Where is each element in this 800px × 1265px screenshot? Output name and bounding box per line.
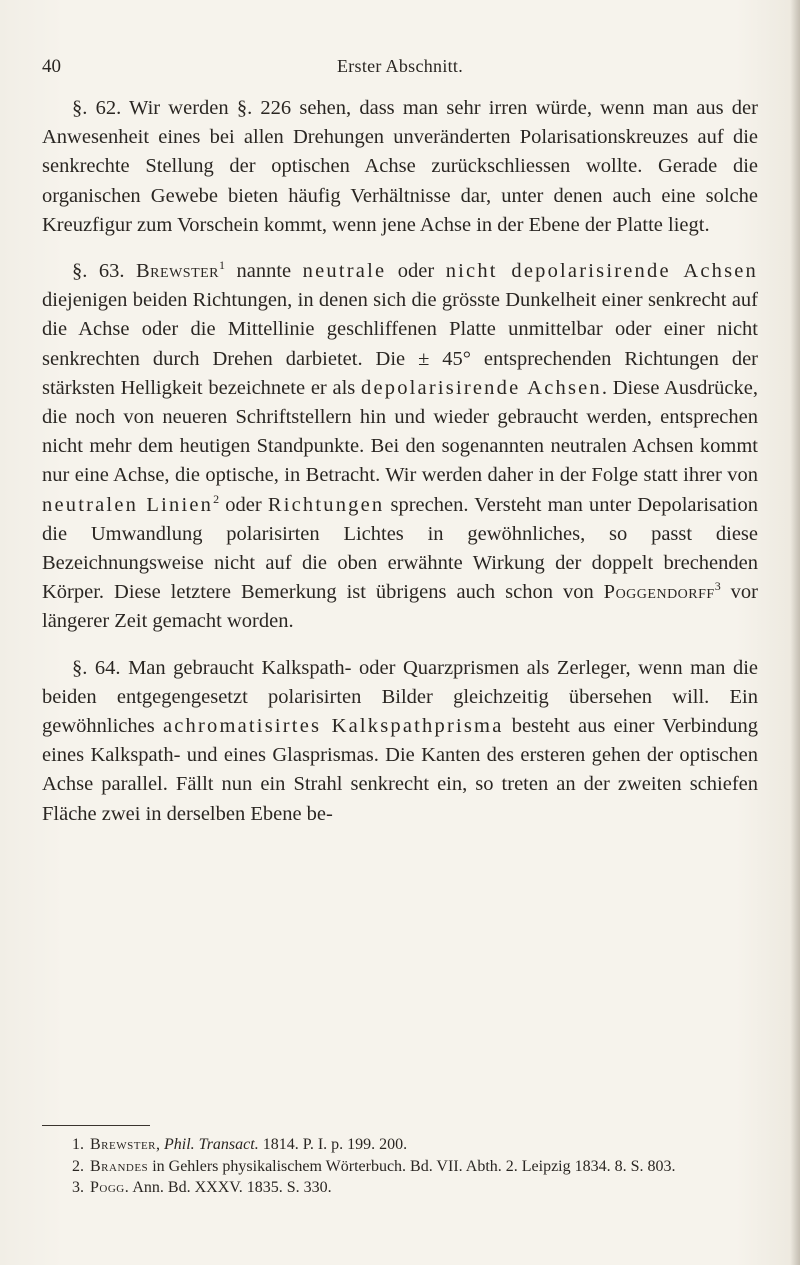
footnote-3 [42,1177,758,1199]
p63-part-7: sprechen. Versteht man unter Depolarisation die Umwandlung polarisirten Lichtes in gewöhnliches, so passt diese Bezeichnungsweise nicht auf die oben erwähnte Wirkung der doppelt brechenden Körper. Diese letztere Bemerkung ist übrigens auch schon von [42,493,758,604]
p64-part-2: besteht aus einer Verbindung eines Kalkspath- und eines Glasprismas. Die Kanten des ersteren gehen der optischen Achse parallel. Fällt nun ein Strahl senkrecht ein, so treten an der zweiten schiefen Fläche zwei in derselben Ebene be- [42,715,758,825]
footnote-number: 2. [72,1157,84,1175]
p63-part-2: nannte [225,260,303,283]
footnote-2 [42,1156,758,1178]
footnote-separator: , [156,1136,165,1153]
footnote-ref-3: 3 [714,579,721,594]
paragraph-64 [42,654,758,829]
author-brewster: Brewster [136,260,220,283]
page-edge-shadow [790,0,800,1265]
footnote-ref-2: 2 [213,491,220,506]
p63-part-1: §. 63. [72,260,136,283]
p64-part-1: §. 64. Man gebraucht Kalkspath- oder Quarzprismen als Zerleger, wenn man die beiden entgegengesetzt polarisirten Bilder gleichzeitig übersehen will. Ein gewöhnliches [42,656,758,738]
paragraph-62-text: §. 62. Wir werden §. 226 sehen, dass man sehr irren würde, wenn man aus der Anwesenheit eines bei allen Drehungen unveränderten Polarisationskreuzes auf die senkrechte Stellung der optischen Achse zurückschliessen wollte. Gerade die organischen Gewebe bieten häufig Verhältnisse dar, unter denen auch eine solche Kreuzfigur zum Vorschein kommt, wenn jene Achse in der Ebene der Platte liegt. [42,97,758,236]
running-head-title: Erster Abschnitt. [336,56,464,76]
body-text [42,94,758,829]
p63-part-5: . Diese Ausdrücke, die noch von neueren Schriftstellern hin und wieder gebraucht werden, entsprechen nicht mehr dem heutigen Standpunkte. Bei den sogenannten neutralen Achsen kommt nur eine Achse, die optische, in Betracht. Wir werden daher in der Folge statt ihrer von [42,376,758,487]
page-number: 40 [42,56,61,77]
term-neutralen-linien: neutralen Linien [42,493,214,516]
footnote-ref-1: 1 [219,258,226,273]
author-poggendorff: Poggendorff [603,581,715,604]
footnote-text: in Gehlers physikalischem Wörterbuch. Bd. VII. Abth. 2. Leipzig 1834. 8. S. 803. [152,1157,676,1175]
footnote-text: 1814. P. I. p. 199. 200. [258,1136,408,1153]
footnotes [42,1134,758,1199]
p63-part-3: oder [386,260,446,283]
paragraph-gap [42,240,758,257]
footnote-journal: Phil. Transact. [164,1136,259,1153]
running-head [42,56,758,86]
footnote-text: Ann. Bd. XXXV. 1835. S. 330. [132,1179,332,1196]
footnote-author: Pogg. [90,1179,130,1196]
footnote-author: Brandes [90,1157,149,1175]
footnote-1 [42,1134,758,1156]
p63-part-8: vor längerer Zeit gemacht worden. [42,581,759,633]
footnote-number: 3. [72,1179,84,1196]
footnote-number: 1. [72,1136,84,1153]
p63-part-4: diejenigen beiden Richtungen, in denen sich die grösste Dunkelheit einer senkrecht auf die Achse oder die Mittellinie geschliffenen Platte unmittelbar oder einer nicht senkrechten durch Drehen darbietet. Die ± 45° entsprechenden Richtungen der stärksten Helligkeit bezeichnete er als [42,289,758,399]
term-achromatisirtes-kalkspathprisma: achromatisirtes Kalkspathprisma [162,715,504,738]
term-neutrale: neutrale [302,260,387,283]
paragraph-gap [42,637,758,654]
term-depolarisirende-achsen: depolarisirende Achsen [361,376,602,399]
footnote-rule [42,1125,150,1126]
term-nicht-depolarisirende-achsen: nicht depolarisirende Achsen [445,260,758,283]
footnote-author: Brewster [90,1136,157,1153]
paragraph-63 [42,257,758,637]
p63-part-6: oder [219,493,268,516]
paragraph-62 [42,94,758,240]
term-richtungen: Richtungen [267,493,385,516]
